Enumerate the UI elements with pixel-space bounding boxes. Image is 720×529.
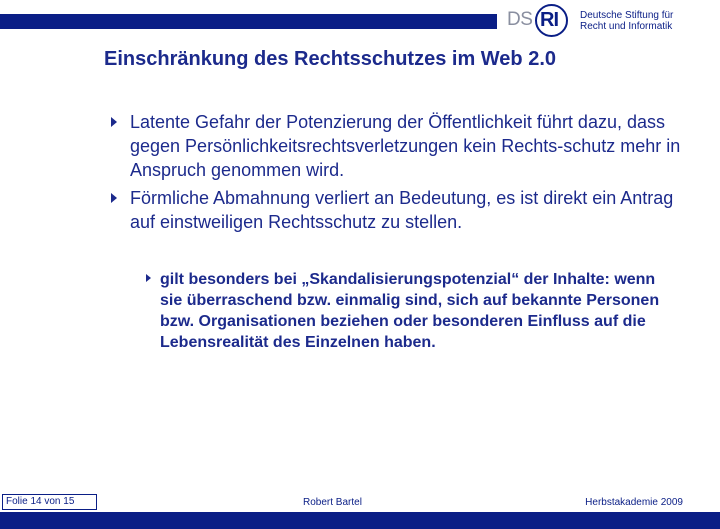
- logo-ri: RI: [540, 9, 558, 31]
- slide-number: Folie 14 von 15: [2, 494, 97, 510]
- dsri-logo: [507, 3, 707, 41]
- logo-text: [580, 10, 673, 32]
- bullet-item: [108, 186, 688, 234]
- footer-event: Herbstakademie 2009: [585, 497, 683, 508]
- header-bar: [0, 14, 497, 29]
- logo-line-2: Recht und Informatik: [580, 21, 673, 32]
- triangle-bullet-icon: [146, 274, 151, 282]
- footer-bar: [0, 512, 720, 529]
- bullet-text: Förmliche Abmahnung verliert an Bedeutung, es ist direkt ein Antrag auf einstweiligen Rechtsschutz zu stellen.: [130, 188, 674, 232]
- bullet-list: [108, 110, 688, 238]
- sub-bullet-text: gilt besonders bei „Skandalisierungspotenzial“ der Inhalte: wenn sie überraschend bzw. einmalig sind, sich auf bekannte Personen bzw. Organisationen beziehen oder besonderen Einfluss auf die Lebensrealität des Einzelnen haben.: [160, 271, 660, 351]
- triangle-bullet-icon: [111, 117, 117, 127]
- logo-line-1: Deutsche Stiftung für: [580, 10, 674, 21]
- slide-title: Einschränkung des Rechtsschutzes im Web 2.0: [104, 48, 556, 70]
- bullet-text: Latente Gefahr der Potenzierung der Öffentlichkeit führt dazu, dass gegen Persönlichkeitsrechtsverletzungen kein Rechts-schutz mehr in Anspruch genommen wird.: [130, 112, 681, 180]
- sub-bullet-item: [145, 269, 680, 353]
- bullet-item: [108, 110, 688, 182]
- triangle-bullet-icon: [111, 193, 117, 203]
- logo-mark: DS: [507, 9, 533, 30]
- footer-author: Robert Bartel: [303, 497, 362, 508]
